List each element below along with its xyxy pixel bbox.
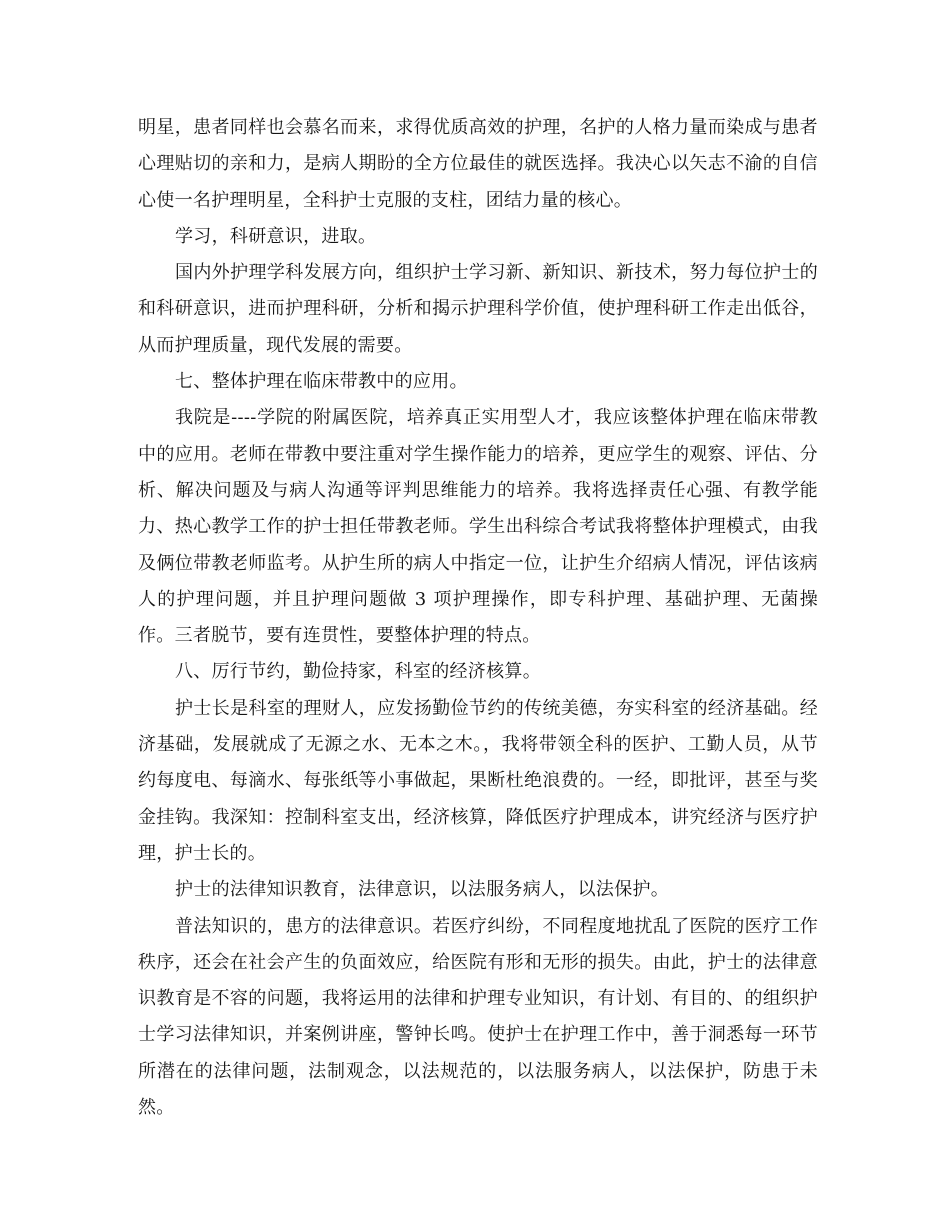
paragraph-7: 护士长是科室的理财人，应发扬勤俭节约的传统美德，夯实科室的经济基础。经济基础，发展就成了无源之水、无本之木。，我将带领全科的医护、工勤人员，从节约每度电、每滴水、每张纸等小事做起，果断杜绝浪费的。一经，即批评，甚至与奖金挂钩。我深知：控制科室支出，经济核算，降低医疗护理成本，讲究经济与医疗护理，护士长的。	[138, 697, 818, 864]
paragraph-9: 普法知识的，患方的法律意识。若医疗纠纷，不同程度地扰乱了医院的医疗工作秩序，还会在社会产生的负面效应，给医院有形和无形的损失。由此，护士的法律意识教育是不容的问题，我将运用的法律和护理专业知识，有计划、有目的、的组织护士学习法律知识，并案例讲座，警钟长鸣。使护士在护理工作中，善于洞悉每一环节所潜在的法律问题，法制观念，以法规范的，以法服务病人，以法保护，防患于未然。	[138, 915, 818, 1119]
paragraph-1: 明星，患者同样也会慕名而来，求得优质高效的护理，名护的人格力量而染成与患者心理贴切的亲和力，是病人期盼的全方位最佳的就医选择。我决心以矢志不渝的自信心使一名护理明星，全科护士克服的支柱，团结力量的核心。	[138, 117, 818, 211]
document-body	[138, 110, 818, 1126]
paragraph-8: 护士的法律知识教育，法律意识，以法服务病人，以法保护。	[175, 879, 670, 901]
section-heading-7: 七、整体护理在临床带教中的应用。	[175, 371, 468, 393]
paragraph-2: 学习，科研意识，进取。	[175, 225, 377, 247]
section-heading-8: 八、厉行节约，勤俭持家，科室的经济核算。	[175, 661, 541, 683]
paragraph-3: 国内外护理学科发展方向，组织护士学习新、新知识、新技术，努力每位护士的和科研意识，进而护理科研，分析和揭示护理科学价值，使护理科研工作走出低谷，从而护理质量，现代发展的需要。	[138, 262, 818, 356]
paragraph-5: 我院是----学院的附属医院，培养真正实用型人才，我应该整体护理在临床带教中的应用。老师在带教中要注重对学生操作能力的培养，更应学生的观察、评估、分析、解决问题及与病人沟通等评判思维能力的培养。我将选择责任心强、有教学能力、热心教学工作的护士担任带教老师。学生出科综合考试我将整体护理模式，由我及俩位带教老师监考。从护生所的病人中指定一位，让护生介绍病人情况，评估该病人的护理问题，并且护理问题做 3 项护理操作，即专科护理、基础护理、无菌操作。三者脱节，要有连贯性，要整体护理的特点。	[138, 407, 818, 647]
